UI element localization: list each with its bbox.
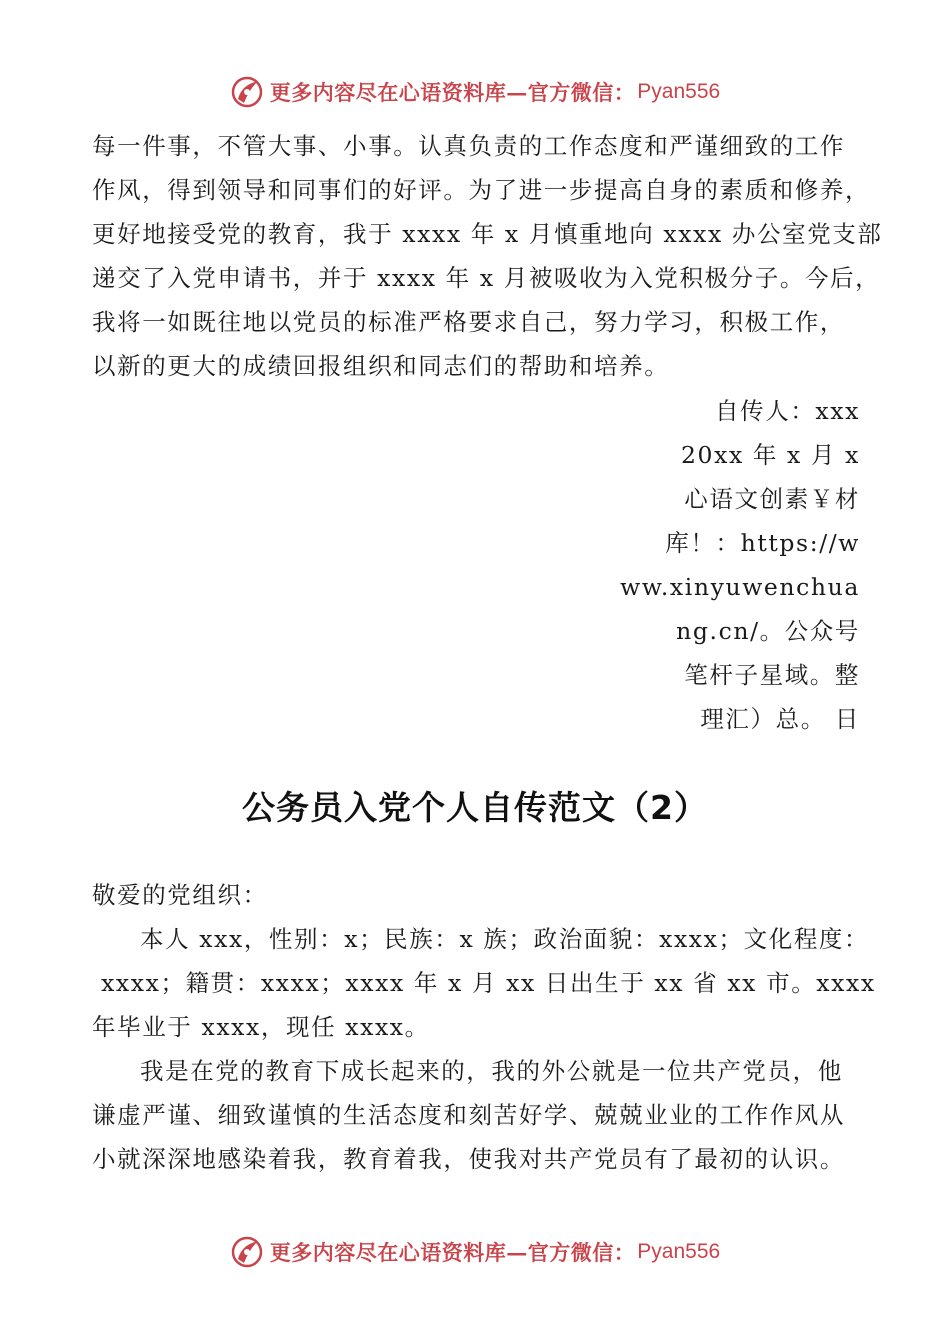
signature-line: 库！：https://w <box>665 529 860 557</box>
banner-wechat-id: Pyan556 <box>637 80 721 103</box>
salutation: 敬爱的党组织： <box>92 881 268 909</box>
section-2-body <box>92 873 876 1181</box>
brand-logo-icon <box>230 1235 264 1269</box>
signature-line: ww.xinyuwenchua <box>620 573 860 601</box>
footer-watermark-banner <box>0 1230 950 1274</box>
text-line: 年毕业于 xxxx，现任 xxxx。 <box>92 1013 430 1041</box>
signature-block <box>620 389 860 741</box>
signature-line: 20xx 年 x 月 x <box>681 441 860 469</box>
banner-text: 更多内容尽在心语资料库—官方微信： <box>269 80 636 105</box>
paragraph-1 <box>92 124 883 388</box>
text-line: 我是在党的教育下成长起来的，我的外公就是一位共产党员，他 <box>140 1057 843 1085</box>
section-title: 公务员入党个人自传范文（2） <box>242 788 708 827</box>
signature-line: 心语文创素￥材 <box>684 485 860 513</box>
header-watermark-banner <box>0 70 950 114</box>
text-line: 作风，得到领导和同事们的好评。为了进一步提高自身的素质和修养， <box>92 176 871 204</box>
text-line: 以新的更大的成绩回报组织和同志们的帮助和培养。 <box>92 352 670 380</box>
signature-line: 笔杆子星域。整 <box>684 661 860 689</box>
signature-line: 自传人：xxx <box>715 397 860 425</box>
text-line: 递交了入党申请书，并于 xxxx 年 x 月被吸收为入党积极分子。今后， <box>92 264 881 292</box>
banner-text: 更多内容尽在心语资料库—官方微信： <box>269 1240 636 1265</box>
signature-line: ng.cn/。公众号 <box>676 617 860 645</box>
text-line: 更好地接受党的教育，我于 xxxx 年 x 月慎重地向 xxxx 办公室党支部 <box>92 220 883 248</box>
text-line: 我将一如既往地以党员的标准严格要求自己，努力学习，积极工作， <box>92 308 845 336</box>
text-line: xxxx；籍贯：xxxx；xxxx 年 x 月 xx 日出生于 xx 省 xx 市。xxxx <box>92 969 876 997</box>
text-line: 每一件事，不管大事、小事。认真负责的工作态度和严谨细致的工作 <box>92 132 845 160</box>
banner-wechat-id: Pyan556 <box>637 1240 721 1263</box>
text-line: 谦虚严谨、细致谨慎的生活态度和刻苦好学、兢兢业业的工作作风从 <box>92 1101 845 1129</box>
brand-logo-icon <box>230 75 264 109</box>
text-line: 小就深深地感染着我，教育着我，使我对共产党员有了最初的认识。 <box>92 1145 845 1173</box>
signature-line: 理汇）总。 日 <box>700 705 860 733</box>
text-line: 本人 xxx，性别：x；民族：x 族；政治面貌：xxxx；文化程度： <box>140 925 870 953</box>
